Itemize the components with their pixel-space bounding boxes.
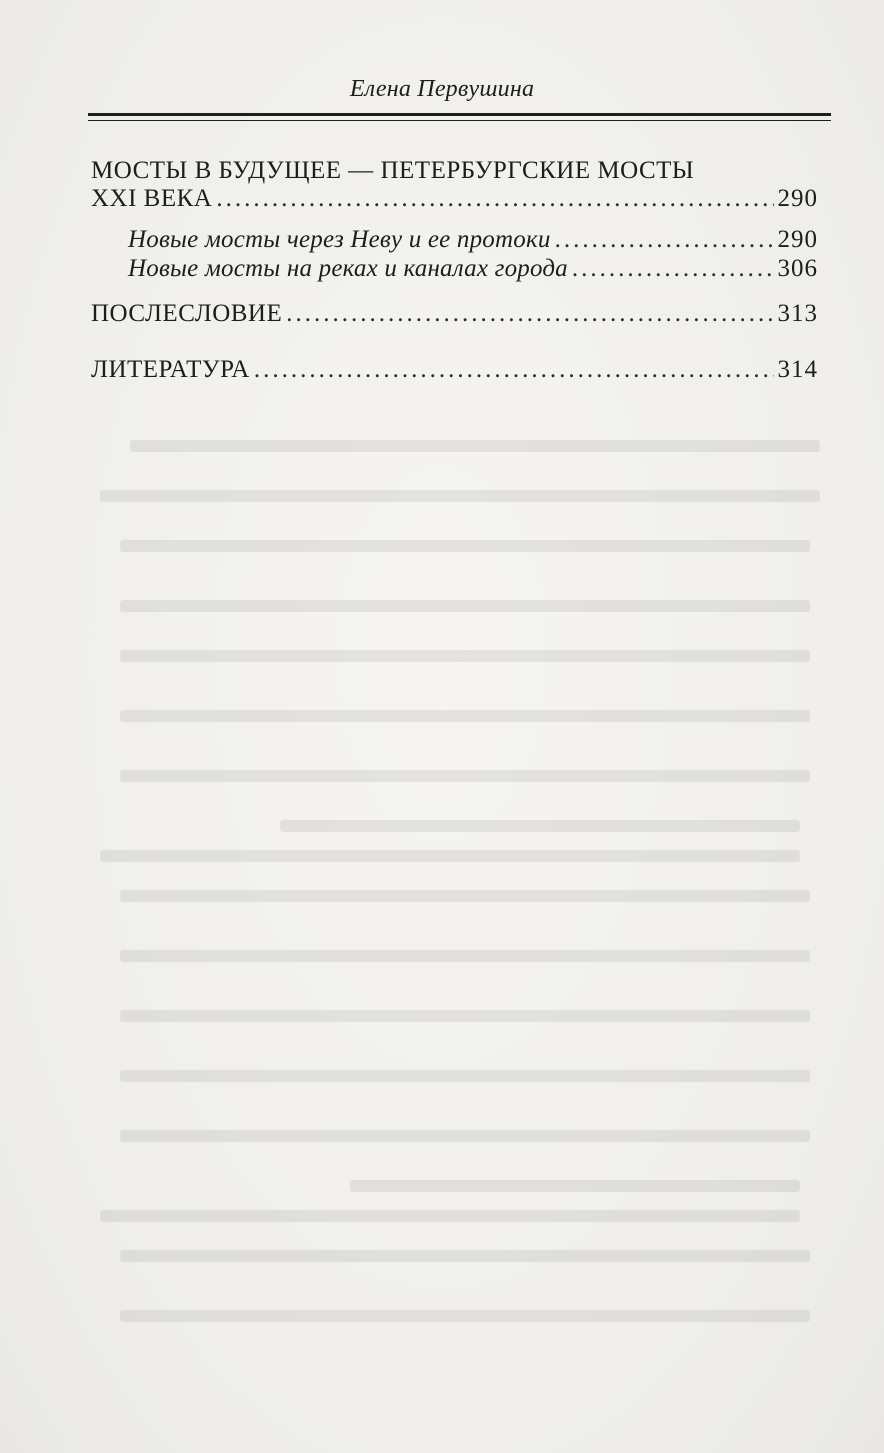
- toc-entry: [91, 300, 818, 328]
- toc-entry-page: 290: [777, 185, 818, 212]
- toc-entry-page: 306: [777, 255, 818, 282]
- dot-leader: [216, 185, 773, 213]
- header-rule-thin: [88, 120, 831, 121]
- toc-entry-page: 313: [777, 300, 818, 327]
- toc-entry: [128, 255, 818, 283]
- toc-entry: [128, 226, 818, 254]
- dot-leader: [555, 226, 774, 254]
- dot-leader: [572, 255, 774, 283]
- toc-entry-label: XXI ВЕКА: [91, 185, 213, 212]
- dot-leader: [254, 356, 774, 384]
- toc-entry-label: Новые мосты на реках и каналах города: [128, 255, 568, 282]
- running-header-author: Елена Первушина: [349, 76, 535, 102]
- toc-entry-page: 290: [777, 226, 818, 253]
- toc-entry-label: ПОСЛЕСЛОВИЕ: [91, 300, 283, 327]
- toc-entry: [91, 356, 818, 384]
- toc-entry-label: Новые мосты через Неву и ее протоки: [128, 226, 551, 253]
- toc-entry-page: 314: [777, 356, 818, 383]
- toc-entry: [91, 185, 818, 213]
- dot-leader: [286, 300, 773, 328]
- toc-entry-label: ЛИТЕРАТУРА: [91, 356, 250, 383]
- chapter-title-line: МОСТЫ В БУДУЩЕЕ — ПЕТЕРБУРГСКИЕ МОСТЫ: [91, 157, 695, 184]
- header-rule-thick: [88, 113, 831, 116]
